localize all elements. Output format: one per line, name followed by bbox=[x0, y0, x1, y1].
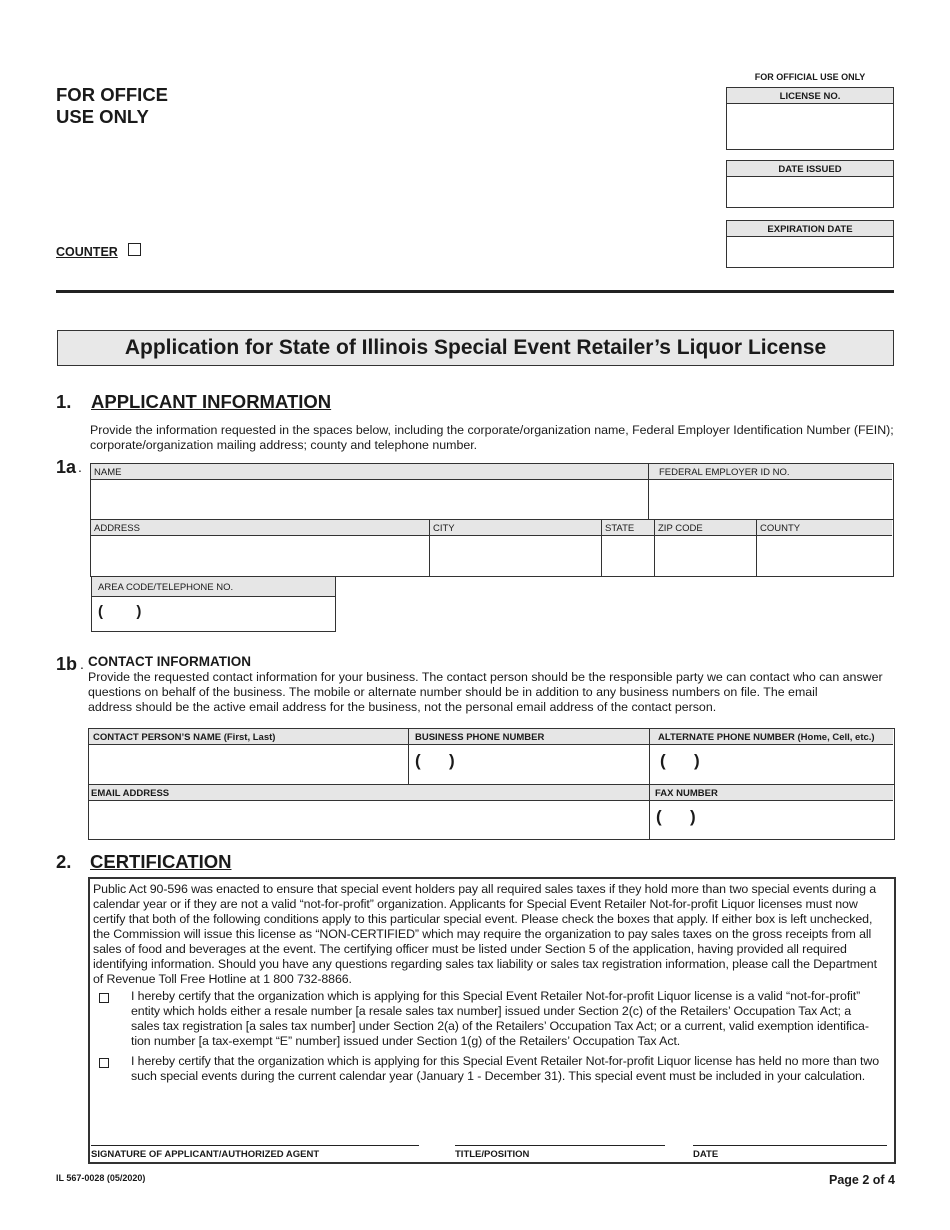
alt-phone-label: ALTERNATE PHONE NUMBER (Home, Cell, etc.) bbox=[650, 729, 893, 745]
state-field[interactable] bbox=[602, 520, 655, 576]
office-use-line1: FOR OFFICE bbox=[56, 84, 169, 105]
form-title-banner bbox=[57, 330, 894, 366]
section1-intro bbox=[90, 423, 900, 453]
section2-number: 2. bbox=[56, 851, 72, 872]
zip-field[interactable] bbox=[655, 520, 757, 576]
contact-intro-line3: address should be the active email address for the business, not the personal email address of the contact person. bbox=[88, 700, 717, 714]
fein-label: FEDERAL EMPLOYER ID NO. bbox=[649, 464, 892, 480]
cert1-checkbox[interactable] bbox=[99, 993, 109, 1003]
subsection-1b-dot: . bbox=[80, 656, 84, 672]
business-phone-label: BUSINESS PHONE NUMBER bbox=[409, 729, 649, 745]
signature-line[interactable] bbox=[91, 1145, 419, 1160]
expiration-date-box[interactable] bbox=[726, 220, 894, 268]
page-number: Page 2 of 4 bbox=[829, 1173, 895, 1187]
cert2-line: I hereby certify that the organization which is applying for this Special Event Retailer Not-for-profit Liquor license has held no more than two bbox=[131, 1054, 880, 1068]
business-phone-parens: ( ) bbox=[415, 751, 455, 770]
applicant-row2 bbox=[90, 519, 894, 577]
cert1-line: sales tax registration [a sales tax number] under Section 2(a) of the Retailers’ Occupation Tax Act; or a current, valid exemption identifica- bbox=[131, 1019, 869, 1033]
city-field[interactable] bbox=[430, 520, 602, 576]
counter-checkbox[interactable] bbox=[128, 243, 141, 256]
city-label: CITY bbox=[430, 520, 601, 536]
office-use-title bbox=[56, 84, 168, 128]
alt-phone-parens: ( ) bbox=[660, 751, 700, 770]
county-field[interactable] bbox=[757, 520, 892, 576]
cert-para-line: of Revenue Toll Free Hotline at 1 800 732-8866. bbox=[93, 972, 352, 986]
date-issued-box[interactable] bbox=[726, 160, 894, 208]
name-field[interactable] bbox=[91, 464, 649, 519]
contact-intro-line2: questions on behalf of the business. The mobile or alternate number should be in addition to any business numbers on file. The email bbox=[88, 685, 818, 699]
date-label: DATE bbox=[693, 1149, 719, 1160]
signature-label: SIGNATURE OF APPLICANT/AUTHORIZED AGENT bbox=[91, 1149, 320, 1160]
contact-name-label: CONTACT PERSON’S NAME (First, Last) bbox=[89, 729, 408, 745]
address-label: ADDRESS bbox=[91, 520, 429, 536]
name-label: NAME bbox=[91, 464, 648, 480]
office-use-line2: USE ONLY bbox=[56, 106, 149, 127]
subsection-1a-dot: . bbox=[78, 459, 82, 475]
subsection-1b-label: 1b bbox=[56, 654, 78, 674]
title-line[interactable] bbox=[455, 1145, 665, 1160]
license-no-box[interactable] bbox=[726, 87, 894, 150]
contact-info-intro bbox=[88, 670, 898, 715]
form-id: IL 567-0028 (05/2020) bbox=[56, 1173, 146, 1183]
county-label: COUNTY bbox=[757, 520, 892, 536]
certification-paragraph bbox=[93, 882, 893, 987]
zip-label: ZIP CODE bbox=[655, 520, 756, 536]
cert-para-line: Public Act 90-596 was enacted to ensure that special event holders pay all required sales taxes if they hold more than two special events during a bbox=[93, 882, 876, 896]
fax-label: FAX NUMBER bbox=[650, 785, 893, 801]
cert2-checkbox[interactable] bbox=[99, 1058, 109, 1068]
subsection-1a-label: 1a bbox=[56, 457, 77, 477]
official-use-caption: FOR OFFICIAL USE ONLY bbox=[754, 72, 866, 82]
counter-label: COUNTER bbox=[56, 245, 118, 259]
date-issued-label: DATE ISSUED bbox=[727, 161, 893, 177]
expiration-date-label: EXPIRATION DATE bbox=[727, 221, 893, 237]
cert1-line: I hereby certify that the organization which is applying for this Special Event Retailer Not-for-profit Liquor license is a valid “not-for-profit” bbox=[131, 989, 861, 1003]
cert2-line: such special events during the current calendar year (January 1 - December 31). This special event must be included in your calculation. bbox=[131, 1069, 866, 1083]
telephone-field[interactable] bbox=[91, 576, 336, 632]
section2-heading: CERTIFICATION bbox=[90, 851, 232, 872]
certification-box bbox=[88, 877, 896, 1164]
contact-name-field[interactable] bbox=[89, 729, 409, 784]
section1-intro-line1: Provide the information requested in the spaces below, including the corporate/organization name, Federal Employer Identification Number (FEIN); bbox=[90, 423, 894, 437]
applicant-row1 bbox=[90, 463, 894, 520]
cert-para-line: the Commission will issue this license as “NON-CERTIFIED” which may require the organization to pay sales taxes on the gross receipts from all bbox=[93, 927, 872, 941]
fax-parens: ( ) bbox=[656, 807, 696, 826]
email-field[interactable] bbox=[89, 785, 650, 839]
cert-para-line: certify that both of the following conditions apply to this particular special event. Please check the boxes that apply. If either box is left unchecked, bbox=[93, 912, 873, 926]
section1-intro-line2: corporate/organization mailing address; county and telephone number. bbox=[90, 438, 478, 452]
license-no-label: LICENSE NO. bbox=[727, 88, 893, 104]
business-phone-field[interactable] bbox=[409, 729, 650, 784]
section1-number: 1. bbox=[56, 391, 72, 412]
cert-para-line: sales of food and beverages at the event. The certifying officer must be listed under Section 5 of the application, having provided all required bbox=[93, 942, 847, 956]
contact-intro-line1: Provide the requested contact information for your business. The contact person should be the responsible party we can contact who can answer bbox=[88, 670, 883, 684]
alt-phone-field[interactable] bbox=[650, 729, 893, 784]
state-label: STATE bbox=[602, 520, 654, 536]
fein-field[interactable] bbox=[649, 464, 892, 519]
title-label: TITLE/POSITION bbox=[455, 1149, 530, 1160]
cert1-line: entity which holds either a resale number [a resale sales tax number] issued under Section 2(c) of the Retailers’ Occupation Tax Act; a bbox=[131, 1004, 851, 1018]
cert-para-line: calendar year or if they are not a valid “not-for-profit” organization. Applicants for Special Event Retailer Not-for-profit Liquor licenses must now bbox=[93, 897, 858, 911]
telephone-label: AREA CODE/TELEPHONE NO. bbox=[92, 577, 335, 597]
cert-para-line: identifying information. Should you have any questions regarding sales tax liability or sales tax registration information, please call the Department bbox=[93, 957, 877, 971]
fax-field[interactable] bbox=[650, 785, 893, 839]
cert1-text bbox=[131, 989, 893, 1049]
form-title: Application for State of Illinois Special Event Retailer’s Liquor License bbox=[124, 336, 827, 359]
telephone-parens: ( ) bbox=[98, 603, 142, 620]
email-label: EMAIL ADDRESS bbox=[89, 785, 649, 801]
cert2-text bbox=[131, 1054, 893, 1084]
cert1-line: tion number [a tax-exempt “E” number] issued under Section 1(g) of the Retailers’ Occupation Tax Act. bbox=[131, 1034, 681, 1048]
contact-info-heading: CONTACT INFORMATION bbox=[88, 654, 251, 669]
contact-row1 bbox=[88, 728, 895, 785]
header-divider bbox=[56, 290, 894, 293]
date-line[interactable] bbox=[693, 1145, 887, 1160]
contact-row2 bbox=[88, 784, 895, 840]
address-field[interactable] bbox=[91, 520, 430, 576]
section1-heading: APPLICANT INFORMATION bbox=[91, 391, 332, 412]
